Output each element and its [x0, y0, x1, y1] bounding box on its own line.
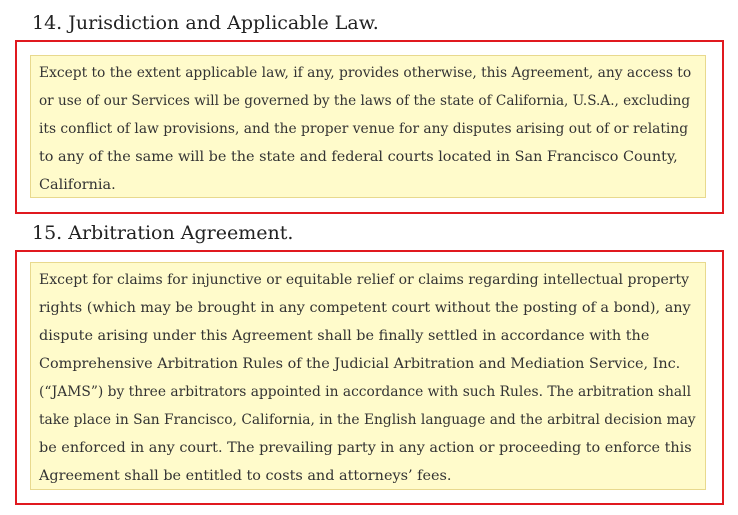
section-15-heading: 15. Arbitration Agreement.: [32, 222, 294, 244]
section-15-line: take place in San Francisco, California, in the English language and the arbitral decision may: [39, 412, 696, 428]
section-14-line: Except to the extent applicable law, if any, provides otherwise, this Agreement, any access to: [39, 65, 692, 81]
section-14-line: to any of the same will be the state and federal courts located in San Francisco County,: [39, 149, 678, 165]
section-14-line: its conflict of law provisions, and the proper venue for any disputes arising out of or relating: [39, 121, 689, 137]
section-14-text-box: [30, 55, 706, 198]
section-14-heading: 14. Jurisdiction and Applicable Law.: [32, 12, 379, 34]
section-15-line: Comprehensive Arbitration Rules of the Judicial Arbitration and Mediation Service, Inc.: [39, 356, 681, 372]
section-15-line: Agreement shall be entitled to costs and attorneys’ fees.: [39, 468, 452, 484]
section-14-line: California.: [39, 177, 116, 193]
section-15-line: Except for claims for injunctive or equitable relief or claims regarding intellectual property: [39, 272, 690, 288]
section-15-line: be enforced in any court. The prevailing party in any action or proceeding to enforce this: [39, 440, 692, 456]
section-15-line: (“JAMS”) by three arbitrators appointed in accordance with such Rules. The arbitration shall: [39, 384, 691, 400]
section-15-text-box: [30, 262, 706, 490]
section-15-line: dispute arising under this Agreement shall be finally settled in accordance with the: [39, 328, 650, 344]
section-15-line: rights (which may be brought in any competent court without the posting of a bond), any: [39, 300, 691, 316]
section-14-line: or use of our Services will be governed by the laws of the state of California, U.S.A., excluding: [39, 93, 691, 109]
